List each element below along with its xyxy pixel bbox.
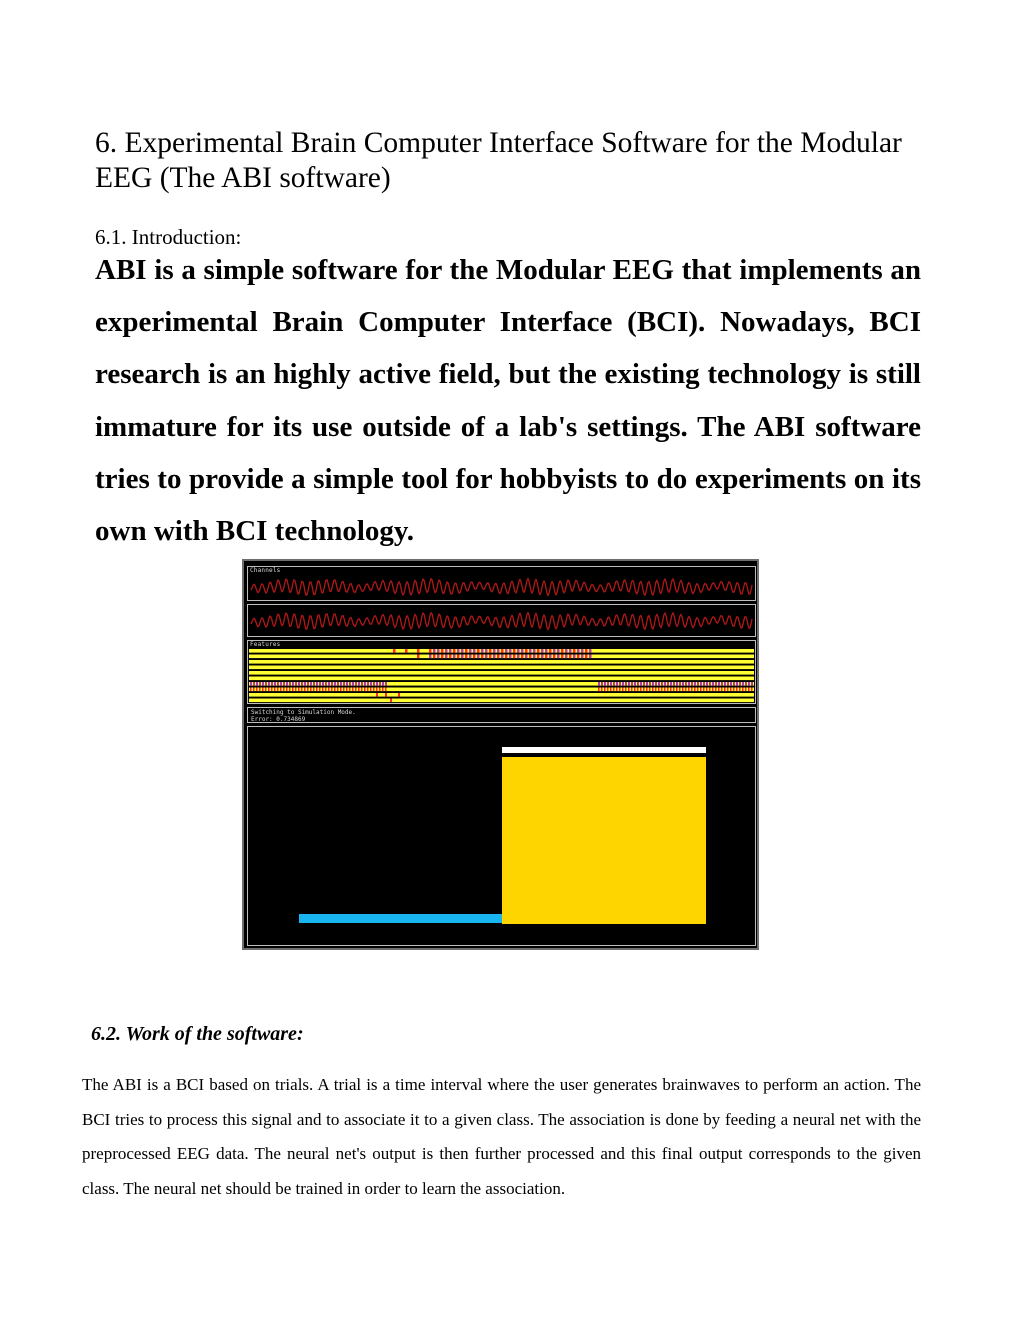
channels-label: Channels <box>250 567 281 574</box>
channel-2-waveform <box>248 605 755 636</box>
section-title: 6. Experimental Brain Computer Interface Software for the Modular EEG (The ABI software) <box>95 127 902 194</box>
channel-panel-1 <box>247 566 756 601</box>
subsection-title: 6.1. Introduction: <box>95 225 242 249</box>
abi-software-screenshot <box>242 559 759 950</box>
status-panel <box>247 707 756 723</box>
features-label: Features <box>250 641 281 648</box>
yellow-class-bar <box>502 757 706 924</box>
channel-1-waveform <box>248 567 755 600</box>
white-target-bar <box>502 747 706 753</box>
cyan-class-bar <box>299 914 502 923</box>
intro-paragraph: ABI is a simple software for the Modular EEG that implements an experimental Brain Computer Interface (BCI). Nowadays, BCI research is an highly active field, but the existing technology is still immature for its use outside of a lab's settings. The ABI software tries to provide a simple tool for hobbyists to do experiments on its own with BCI technology. <box>95 254 921 548</box>
work-paragraph: The ABI is a BCI based on trials. A trial is a time interval where the user generates brainwaves to perform an action. The BCI tries to process this signal and to associate it to a given class. The association is done by feeding a neural net with the preprocessed EEG data. The neural net's output is then further processed and this final output corresponds to the given class. The neural net should be trained in order to learn the association. <box>82 1075 921 1198</box>
work-heading: 6.2. Work of the software: <box>91 1023 304 1045</box>
status-line-2: Error: 0.734869 <box>251 716 306 723</box>
features-panel <box>247 640 756 704</box>
channel-panel-2 <box>247 604 756 637</box>
status-text <box>251 709 356 723</box>
status-line-1: Switching to Simulation Mode. <box>251 709 356 716</box>
feedback-panel <box>247 726 756 946</box>
features-grid <box>248 641 755 703</box>
